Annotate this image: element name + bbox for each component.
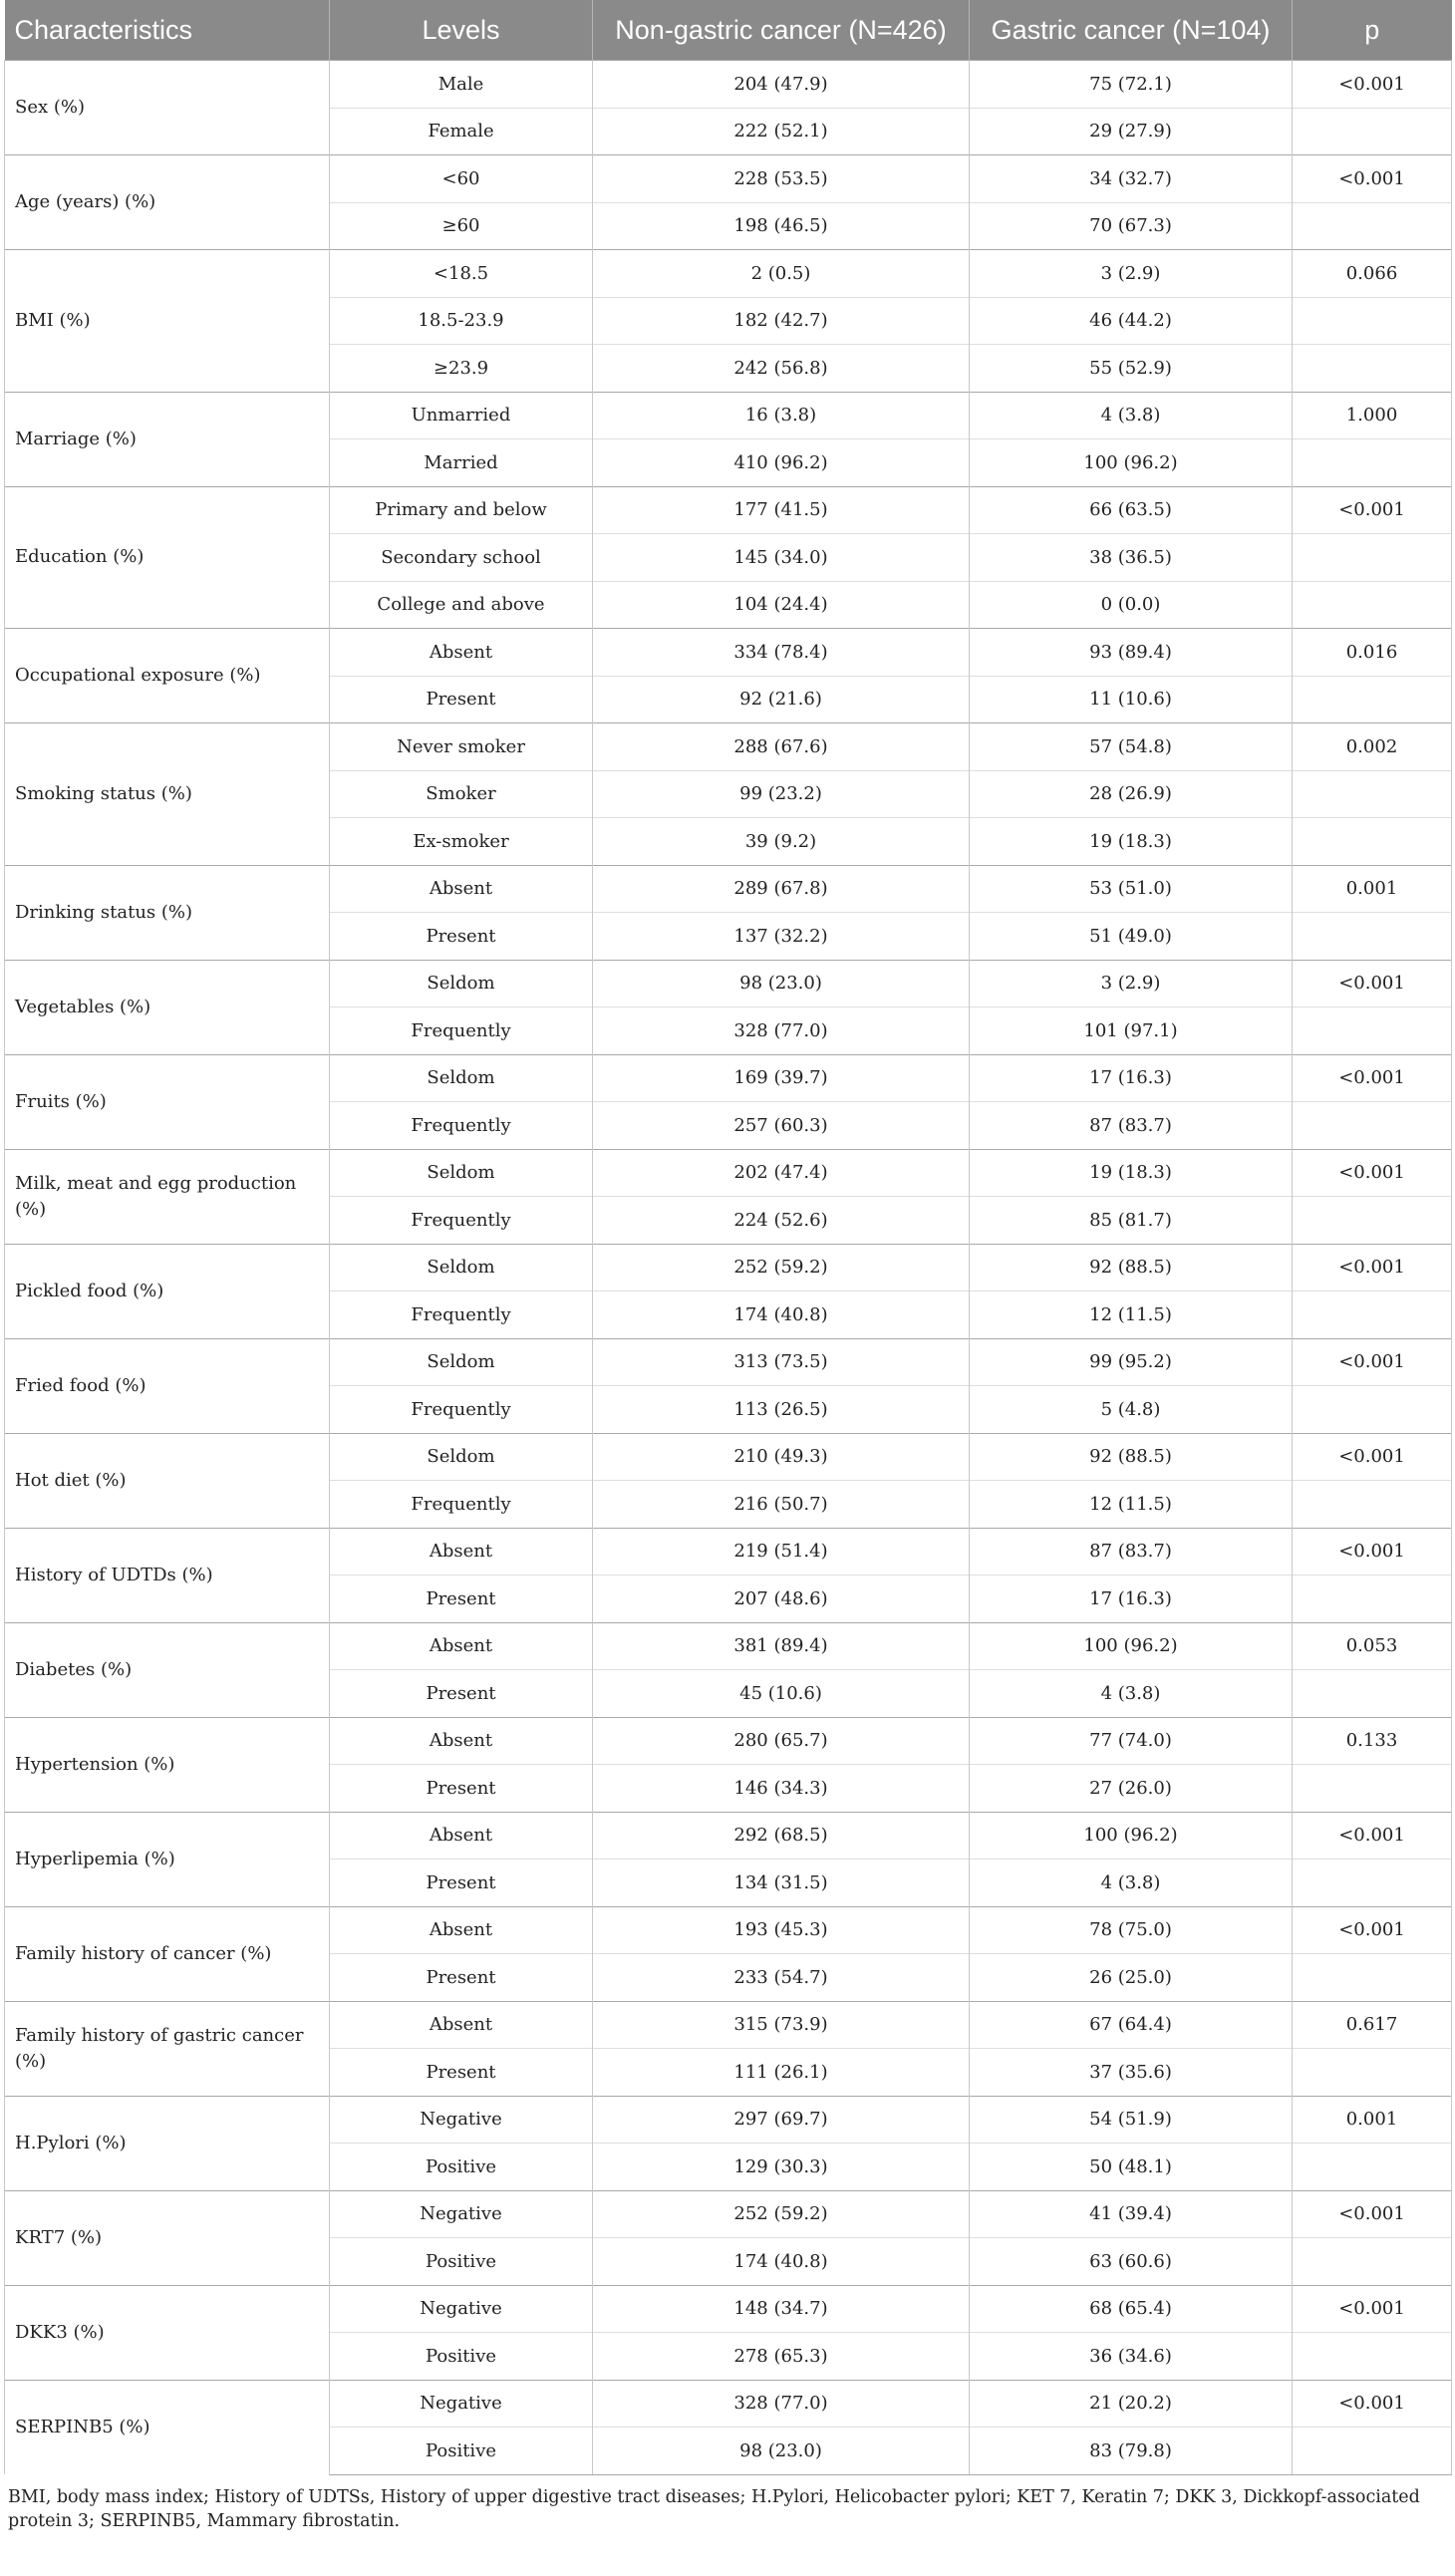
non-gastric-cell: 313 (73.5): [593, 1338, 970, 1386]
p-value-cell: 0.066: [1293, 250, 1452, 298]
gastric-cell: 17 (16.3): [970, 1054, 1293, 1102]
table-body: [5, 61, 1452, 2475]
characteristic-cell: Hot diet (%): [5, 1433, 330, 1528]
non-gastric-cell: 137 (32.2): [593, 913, 970, 961]
p-value-cell: [1293, 1102, 1452, 1150]
level-cell: Negative: [330, 2285, 593, 2333]
level-cell: Never smoker: [330, 723, 593, 771]
non-gastric-cell: 104 (24.4): [593, 581, 970, 629]
level-cell: Ex-smoker: [330, 818, 593, 866]
p-value-cell: 0.617: [1293, 2001, 1452, 2049]
p-value-cell: [1293, 1575, 1452, 1623]
gastric-cell: 27 (26.0): [970, 1765, 1293, 1813]
gastric-cell: 19 (18.3): [970, 1149, 1293, 1197]
p-value-cell: [1293, 676, 1452, 723]
gastric-cell: 17 (16.3): [970, 1575, 1293, 1623]
p-value-cell: 0.133: [1293, 1717, 1452, 1765]
characteristic-cell: Family history of cancer (%): [5, 1906, 330, 2001]
table-row: [5, 865, 1452, 913]
p-value-cell: [1293, 439, 1452, 487]
non-gastric-cell: 193 (45.3): [593, 1906, 970, 1954]
non-gastric-cell: 98 (23.0): [593, 960, 970, 1007]
characteristics-table: [4, 0, 1452, 2475]
characteristic-cell: Sex (%): [5, 61, 330, 155]
p-value-cell: [1293, 108, 1452, 155]
level-cell: Absent: [330, 1812, 593, 1860]
characteristic-cell: Milk, meat and egg production (%): [5, 1149, 330, 1244]
gastric-cell: 75 (72.1): [970, 61, 1293, 109]
non-gastric-cell: 182 (42.7): [593, 297, 970, 345]
table-row: [5, 960, 1452, 1007]
p-value-cell: <0.001: [1293, 2380, 1452, 2428]
non-gastric-cell: 292 (68.5): [593, 1812, 970, 1860]
p-value-cell: 0.016: [1293, 629, 1452, 677]
gastric-cell: 21 (20.2): [970, 2380, 1293, 2428]
gastric-cell: 5 (4.8): [970, 1386, 1293, 1434]
gastric-cell: 29 (27.9): [970, 108, 1293, 155]
non-gastric-cell: 198 (46.5): [593, 202, 970, 250]
level-cell: Seldom: [330, 960, 593, 1007]
level-cell: Negative: [330, 2096, 593, 2144]
characteristic-cell: Drinking status (%): [5, 865, 330, 960]
gastric-cell: 3 (2.9): [970, 960, 1293, 1007]
level-cell: Seldom: [330, 1433, 593, 1481]
level-cell: Absent: [330, 2001, 593, 2049]
non-gastric-cell: 224 (52.6): [593, 1197, 970, 1245]
p-value-cell: [1293, 581, 1452, 629]
gastric-cell: 78 (75.0): [970, 1906, 1293, 1954]
gastric-cell: 57 (54.8): [970, 723, 1293, 771]
characteristic-cell: DKK3 (%): [5, 2285, 330, 2380]
p-value-cell: <0.001: [1293, 1528, 1452, 1575]
level-cell: Absent: [330, 629, 593, 677]
table-header-row: [5, 0, 1452, 61]
level-cell: <60: [330, 155, 593, 203]
gastric-cell: 77 (74.0): [970, 1717, 1293, 1765]
p-value-cell: 0.001: [1293, 865, 1452, 913]
gastric-cell: 4 (3.8): [970, 392, 1293, 439]
level-cell: Seldom: [330, 1338, 593, 1386]
non-gastric-cell: 177 (41.5): [593, 486, 970, 534]
level-cell: Positive: [330, 2333, 593, 2381]
table-row: [5, 1054, 1452, 1102]
level-cell: <18.5: [330, 250, 593, 298]
characteristic-cell: Vegetables (%): [5, 960, 330, 1054]
non-gastric-cell: 288 (67.6): [593, 723, 970, 771]
non-gastric-cell: 216 (50.7): [593, 1481, 970, 1529]
non-gastric-cell: 252 (59.2): [593, 1244, 970, 1291]
level-cell: Absent: [330, 1717, 593, 1765]
gastric-cell: 36 (34.6): [970, 2333, 1293, 2381]
gastric-cell: 54 (51.9): [970, 2096, 1293, 2144]
non-gastric-cell: 297 (69.7): [593, 2096, 970, 2144]
p-value-cell: [1293, 2049, 1452, 2097]
gastric-cell: 99 (95.2): [970, 1338, 1293, 1386]
level-cell: Secondary school: [330, 534, 593, 582]
p-value-cell: [1293, 202, 1452, 250]
characteristic-cell: Hyperlipemia (%): [5, 1812, 330, 1906]
characteristic-cell: Diabetes (%): [5, 1622, 330, 1717]
gastric-cell: 0 (0.0): [970, 581, 1293, 629]
level-cell: Present: [330, 1575, 593, 1623]
non-gastric-cell: 289 (67.8): [593, 865, 970, 913]
p-value-cell: 1.000: [1293, 392, 1452, 439]
header-levels: Levels: [330, 0, 593, 61]
gastric-cell: 3 (2.9): [970, 250, 1293, 298]
level-cell: Male: [330, 61, 593, 109]
non-gastric-cell: 233 (54.7): [593, 1954, 970, 2002]
p-value-cell: <0.001: [1293, 1054, 1452, 1102]
header-non-gastric: Non-gastric cancer (N=426): [593, 0, 970, 61]
gastric-cell: 85 (81.7): [970, 1197, 1293, 1245]
level-cell: Absent: [330, 1528, 593, 1575]
characteristic-cell: Family history of gastric cancer (%): [5, 2001, 330, 2096]
gastric-cell: 68 (65.4): [970, 2285, 1293, 2333]
p-value-cell: <0.001: [1293, 2285, 1452, 2333]
level-cell: Positive: [330, 2238, 593, 2286]
characteristic-cell: KRT7 (%): [5, 2190, 330, 2285]
non-gastric-cell: 328 (77.0): [593, 1007, 970, 1055]
non-gastric-cell: 145 (34.0): [593, 534, 970, 582]
non-gastric-cell: 410 (96.2): [593, 439, 970, 487]
p-value-cell: <0.001: [1293, 1244, 1452, 1291]
p-value-cell: [1293, 1860, 1452, 1907]
level-cell: Absent: [330, 865, 593, 913]
p-value-cell: [1293, 1007, 1452, 1055]
characteristic-cell: Occupational exposure (%): [5, 629, 330, 723]
gastric-cell: 66 (63.5): [970, 486, 1293, 534]
level-cell: Frequently: [330, 1291, 593, 1339]
non-gastric-cell: 207 (48.6): [593, 1575, 970, 1623]
p-value-cell: <0.001: [1293, 486, 1452, 534]
level-cell: Frequently: [330, 1197, 593, 1245]
non-gastric-cell: 242 (56.8): [593, 345, 970, 393]
gastric-cell: 101 (97.1): [970, 1007, 1293, 1055]
header-p: p: [1293, 0, 1452, 61]
p-value-cell: [1293, 2238, 1452, 2286]
gastric-cell: 41 (39.4): [970, 2190, 1293, 2238]
table-row: [5, 486, 1452, 534]
non-gastric-cell: 92 (21.6): [593, 676, 970, 723]
non-gastric-cell: 2 (0.5): [593, 250, 970, 298]
table-row: [5, 1906, 1452, 1954]
non-gastric-cell: 210 (49.3): [593, 1433, 970, 1481]
table-row: [5, 250, 1452, 298]
characteristic-cell: Fruits (%): [5, 1054, 330, 1149]
p-value-cell: [1293, 2144, 1452, 2191]
p-value-cell: [1293, 297, 1452, 345]
non-gastric-cell: 219 (51.4): [593, 1528, 970, 1575]
p-value-cell: [1293, 1670, 1452, 1718]
non-gastric-cell: 381 (89.4): [593, 1622, 970, 1670]
level-cell: 18.5-23.9: [330, 297, 593, 345]
non-gastric-cell: 148 (34.7): [593, 2285, 970, 2333]
p-value-cell: 0.002: [1293, 723, 1452, 771]
table-row: [5, 1717, 1452, 1765]
p-value-cell: <0.001: [1293, 1149, 1452, 1197]
level-cell: Seldom: [330, 1054, 593, 1102]
p-value-cell: 0.053: [1293, 1622, 1452, 1670]
p-value-cell: 0.001: [1293, 2096, 1452, 2144]
non-gastric-cell: 222 (52.1): [593, 108, 970, 155]
p-value-cell: <0.001: [1293, 2190, 1452, 2238]
p-value-cell: <0.001: [1293, 155, 1452, 203]
p-value-cell: [1293, 1954, 1452, 2002]
characteristic-cell: History of UDTDs (%): [5, 1528, 330, 1622]
table-row: [5, 629, 1452, 677]
non-gastric-cell: 113 (26.5): [593, 1386, 970, 1434]
non-gastric-cell: 334 (78.4): [593, 629, 970, 677]
p-value-cell: [1293, 345, 1452, 393]
level-cell: Present: [330, 1860, 593, 1907]
gastric-cell: 19 (18.3): [970, 818, 1293, 866]
characteristic-cell: Hypertension (%): [5, 1717, 330, 1812]
level-cell: Positive: [330, 2144, 593, 2191]
table-row: [5, 1433, 1452, 1481]
level-cell: Absent: [330, 1906, 593, 1954]
gastric-cell: 4 (3.8): [970, 1860, 1293, 1907]
table-row: [5, 2285, 1452, 2333]
table-row: [5, 1244, 1452, 1291]
gastric-cell: 37 (35.6): [970, 2049, 1293, 2097]
level-cell: Present: [330, 913, 593, 961]
gastric-cell: 28 (26.9): [970, 770, 1293, 818]
gastric-cell: 46 (44.2): [970, 297, 1293, 345]
gastric-cell: 4 (3.8): [970, 1670, 1293, 1718]
level-cell: Smoker: [330, 770, 593, 818]
gastric-cell: 50 (48.1): [970, 2144, 1293, 2191]
level-cell: Negative: [330, 2190, 593, 2238]
non-gastric-cell: 39 (9.2): [593, 818, 970, 866]
table-row: [5, 392, 1452, 439]
p-value-cell: <0.001: [1293, 1338, 1452, 1386]
gastric-cell: 12 (11.5): [970, 1481, 1293, 1529]
gastric-cell: 100 (96.2): [970, 1812, 1293, 1860]
non-gastric-cell: 228 (53.5): [593, 155, 970, 203]
non-gastric-cell: 146 (34.3): [593, 1765, 970, 1813]
p-value-cell: <0.001: [1293, 1433, 1452, 1481]
gastric-cell: 12 (11.5): [970, 1291, 1293, 1339]
table-row: [5, 1812, 1452, 1860]
characteristic-cell: Education (%): [5, 486, 330, 629]
table-row: [5, 2096, 1452, 2144]
table-row: [5, 1622, 1452, 1670]
level-cell: Frequently: [330, 1481, 593, 1529]
non-gastric-cell: 45 (10.6): [593, 1670, 970, 1718]
level-cell: Frequently: [330, 1102, 593, 1150]
non-gastric-cell: 328 (77.0): [593, 2380, 970, 2428]
header-gastric: Gastric cancer (N=104): [970, 0, 1293, 61]
non-gastric-cell: 278 (65.3): [593, 2333, 970, 2381]
gastric-cell: 100 (96.2): [970, 439, 1293, 487]
p-value-cell: [1293, 2333, 1452, 2381]
p-value-cell: [1293, 770, 1452, 818]
table-row: [5, 61, 1452, 109]
level-cell: Present: [330, 2049, 593, 2097]
p-value-cell: <0.001: [1293, 61, 1452, 109]
gastric-cell: 26 (25.0): [970, 1954, 1293, 2002]
non-gastric-cell: 315 (73.9): [593, 2001, 970, 2049]
gastric-cell: 87 (83.7): [970, 1102, 1293, 1150]
p-value-cell: [1293, 818, 1452, 866]
table-row: [5, 2001, 1452, 2049]
non-gastric-cell: 174 (40.8): [593, 1291, 970, 1339]
level-cell: Frequently: [330, 1007, 593, 1055]
table-row: [5, 1149, 1452, 1197]
characteristic-cell: Smoking status (%): [5, 723, 330, 866]
p-value-cell: [1293, 1481, 1452, 1529]
gastric-cell: 67 (64.4): [970, 2001, 1293, 2049]
gastric-cell: 83 (79.8): [970, 2428, 1293, 2475]
non-gastric-cell: 280 (65.7): [593, 1717, 970, 1765]
gastric-cell: 51 (49.0): [970, 913, 1293, 961]
characteristic-cell: Marriage (%): [5, 392, 330, 486]
level-cell: Seldom: [330, 1149, 593, 1197]
non-gastric-cell: 98 (23.0): [593, 2428, 970, 2475]
level-cell: Present: [330, 1954, 593, 2002]
characteristic-cell: Pickled food (%): [5, 1244, 330, 1338]
table-row: [5, 723, 1452, 771]
level-cell: ≥60: [330, 202, 593, 250]
non-gastric-cell: 204 (47.9): [593, 61, 970, 109]
p-value-cell: [1293, 1386, 1452, 1434]
p-value-cell: [1293, 1765, 1452, 1813]
level-cell: ≥23.9: [330, 345, 593, 393]
p-value-cell: [1293, 2428, 1452, 2475]
p-value-cell: <0.001: [1293, 960, 1452, 1007]
gastric-cell: 92 (88.5): [970, 1244, 1293, 1291]
level-cell: Unmarried: [330, 392, 593, 439]
gastric-cell: 53 (51.0): [970, 865, 1293, 913]
non-gastric-cell: 111 (26.1): [593, 2049, 970, 2097]
gastric-cell: 87 (83.7): [970, 1528, 1293, 1575]
non-gastric-cell: 257 (60.3): [593, 1102, 970, 1150]
characteristic-cell: Fried food (%): [5, 1338, 330, 1433]
header-characteristics: Characteristics: [5, 0, 330, 61]
level-cell: Present: [330, 1670, 593, 1718]
level-cell: Female: [330, 108, 593, 155]
non-gastric-cell: 169 (39.7): [593, 1054, 970, 1102]
level-cell: Frequently: [330, 1386, 593, 1434]
level-cell: College and above: [330, 581, 593, 629]
table-row: [5, 2380, 1452, 2428]
gastric-cell: 63 (60.6): [970, 2238, 1293, 2286]
table-container: [4, 0, 1451, 2533]
gastric-cell: 100 (96.2): [970, 1622, 1293, 1670]
level-cell: Absent: [330, 1622, 593, 1670]
gastric-cell: 70 (67.3): [970, 202, 1293, 250]
characteristic-cell: SERPINB5 (%): [5, 2380, 330, 2474]
gastric-cell: 93 (89.4): [970, 629, 1293, 677]
gastric-cell: 11 (10.6): [970, 676, 1293, 723]
non-gastric-cell: 174 (40.8): [593, 2238, 970, 2286]
p-value-cell: [1293, 1197, 1452, 1245]
level-cell: Primary and below: [330, 486, 593, 534]
characteristic-cell: BMI (%): [5, 250, 330, 393]
p-value-cell: <0.001: [1293, 1906, 1452, 1954]
p-value-cell: [1293, 913, 1452, 961]
p-value-cell: <0.001: [1293, 1812, 1452, 1860]
gastric-cell: 55 (52.9): [970, 345, 1293, 393]
table-footnote: BMI, body mass index; History of UDTSs, History of upper digestive tract diseases; H.Pylori, Helicobacter pylori; KET 7, Keratin 7; DKK 3, Dickkopf-associated protein 3; SERPINB5, Mammary fibrostatin.: [8, 2486, 1420, 2531]
non-gastric-cell: 202 (47.4): [593, 1149, 970, 1197]
non-gastric-cell: 129 (30.3): [593, 2144, 970, 2191]
characteristic-cell: Age (years) (%): [5, 155, 330, 250]
level-cell: Married: [330, 439, 593, 487]
table-row: [5, 1528, 1452, 1575]
table-row: [5, 155, 1452, 203]
non-gastric-cell: 99 (23.2): [593, 770, 970, 818]
gastric-cell: 92 (88.5): [970, 1433, 1293, 1481]
non-gastric-cell: 134 (31.5): [593, 1860, 970, 1907]
level-cell: Positive: [330, 2428, 593, 2475]
table-row: [5, 1338, 1452, 1386]
non-gastric-cell: 252 (59.2): [593, 2190, 970, 2238]
p-value-cell: [1293, 534, 1452, 582]
p-value-cell: [1293, 1291, 1452, 1339]
level-cell: Present: [330, 676, 593, 723]
level-cell: Negative: [330, 2380, 593, 2428]
level-cell: Present: [330, 1765, 593, 1813]
table-row: [5, 2190, 1452, 2238]
characteristic-cell: H.Pylori (%): [5, 2096, 330, 2190]
level-cell: Seldom: [330, 1244, 593, 1291]
gastric-cell: 38 (36.5): [970, 534, 1293, 582]
gastric-cell: 34 (32.7): [970, 155, 1293, 203]
non-gastric-cell: 16 (3.8): [593, 392, 970, 439]
